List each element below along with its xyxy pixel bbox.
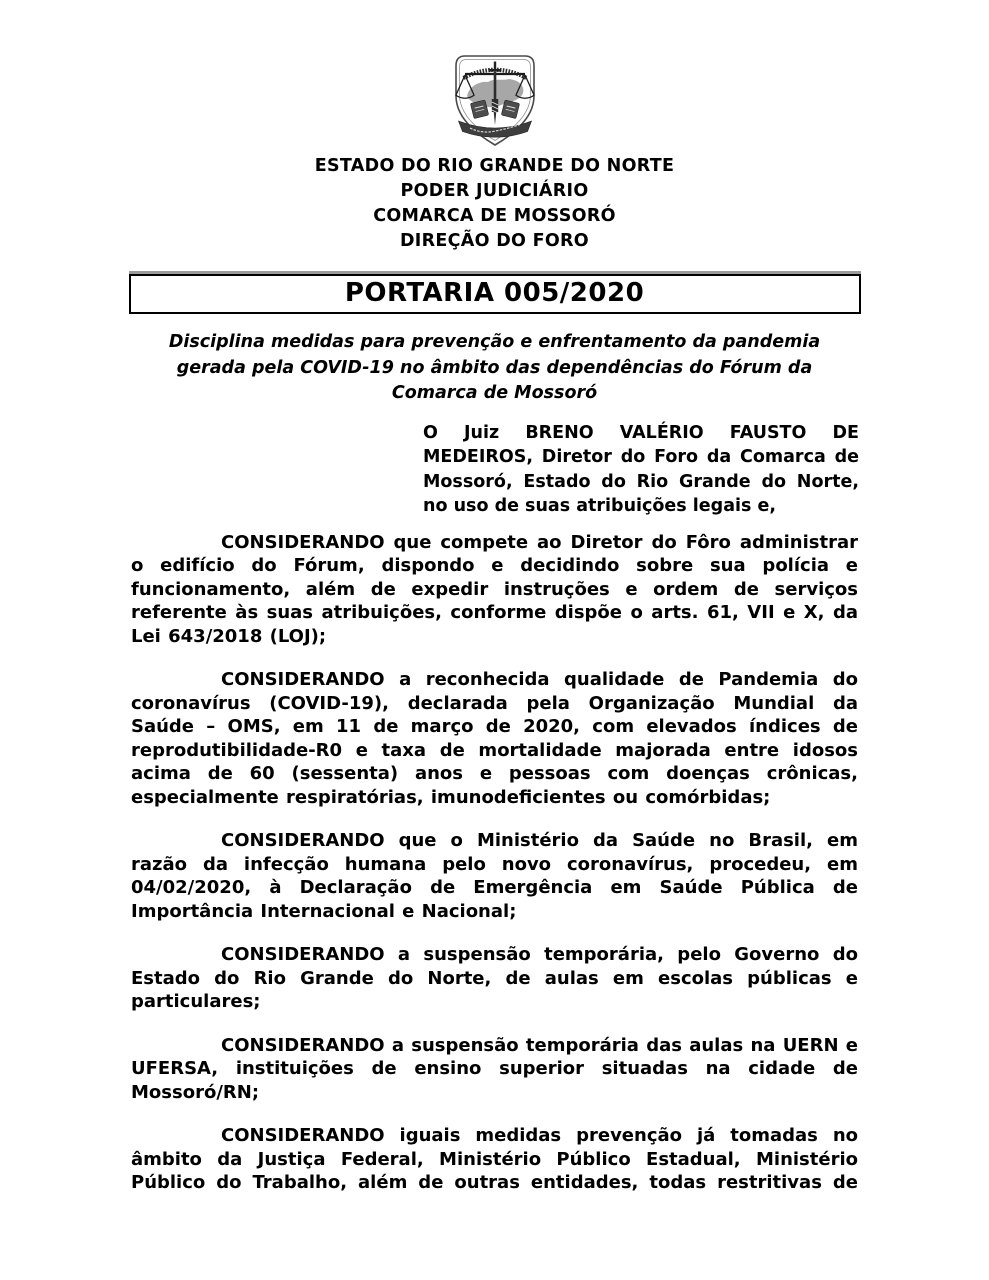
considerando-paragraph-6: CONSIDERANDO iguais medidas prevenção já tomadas no âmbito da Justiça Federal, Ministério Público Estadual, Ministério Público do Trabalho, além de outras entidades, todas restritivas de <box>131 1125 858 1193</box>
title-box <box>129 274 861 314</box>
considerando-paragraph-5: CONSIDERANDO a suspensão temporária das aulas na UERN e UFERSA, instituições de ensino superior situadas na cidade de Mossoró/RN; <box>131 1034 859 1103</box>
document-header <box>0 154 989 254</box>
header-line-forum-direction: DIREÇÃO DO FORO <box>399 231 589 251</box>
header-line-judiciary: PODER JUDICIÁRIO <box>400 181 589 201</box>
preamble: O Juiz BRENO VALÉRIO FAUSTO DE MEDEIROS, Diretor do Foro da Comarca de Mossoró, Estado do Rio Grande do Norte, no uso de suas atribuições legais e, <box>423 422 859 516</box>
document-title: PORTARIA 005/2020 <box>344 278 645 308</box>
justice-emblem-icon <box>442 52 548 150</box>
header-line-comarca: COMARCA DE MOSSORÓ <box>373 206 616 226</box>
considerando-paragraph-1: CONSIDERANDO que compete ao Diretor do Fôro administrar o edifício do Fórum, dispondo e decidindo sobre sua polícia e funcionamento, além de expedir instruções e ordem de serviços referente às suas atribuições, conforme dispõe o arts. 61, VII e X, da Lei 643/2018 (LOJ); <box>131 531 858 647</box>
document-body <box>131 531 858 1195</box>
header-line-state: ESTADO DO RIO GRANDE DO NORTE <box>314 156 675 176</box>
emblem-left-book <box>470 100 488 119</box>
considerando-paragraph-4: CONSIDERANDO a suspensão temporária, pelo Governo do Estado do Rio Grande do Norte, de aulas em escolas públicas e particulares; <box>131 944 858 1012</box>
emblem <box>0 0 989 150</box>
emblem-sword-grip <box>491 99 497 113</box>
considerando-paragraph-2: CONSIDERANDO a reconhecida qualidade de Pandemia do coronavírus (COVID-19), declarada pela Organização Mundial da Saúde – OMS, em 11 de março de 2020, com elevados índices de reprodutibilidade-R0 e taxa de mortalidade majorada entre idosos acima de 60 (sessenta) anos e pessoas com doenças crônicas, especialmente respiratórias, imunodeficientes ou comórbidas; <box>131 669 858 808</box>
considerando-paragraph-3: CONSIDERANDO que o Ministério da Saúde no Brasil, em razão da infecção humana pelo novo coronavírus, procedeu, em 04/02/2020, à Declaração de Emergência em Saúde Pública de Importância Internacional e Nacional; <box>131 830 858 922</box>
document-summary: Disciplina medidas para prevenção e enfrentamento da pandemia gerada pela COVID-19 no âmbito das dependências do Fórum da Comarca de Mossoró <box>168 332 821 403</box>
emblem-right-book <box>501 100 519 119</box>
